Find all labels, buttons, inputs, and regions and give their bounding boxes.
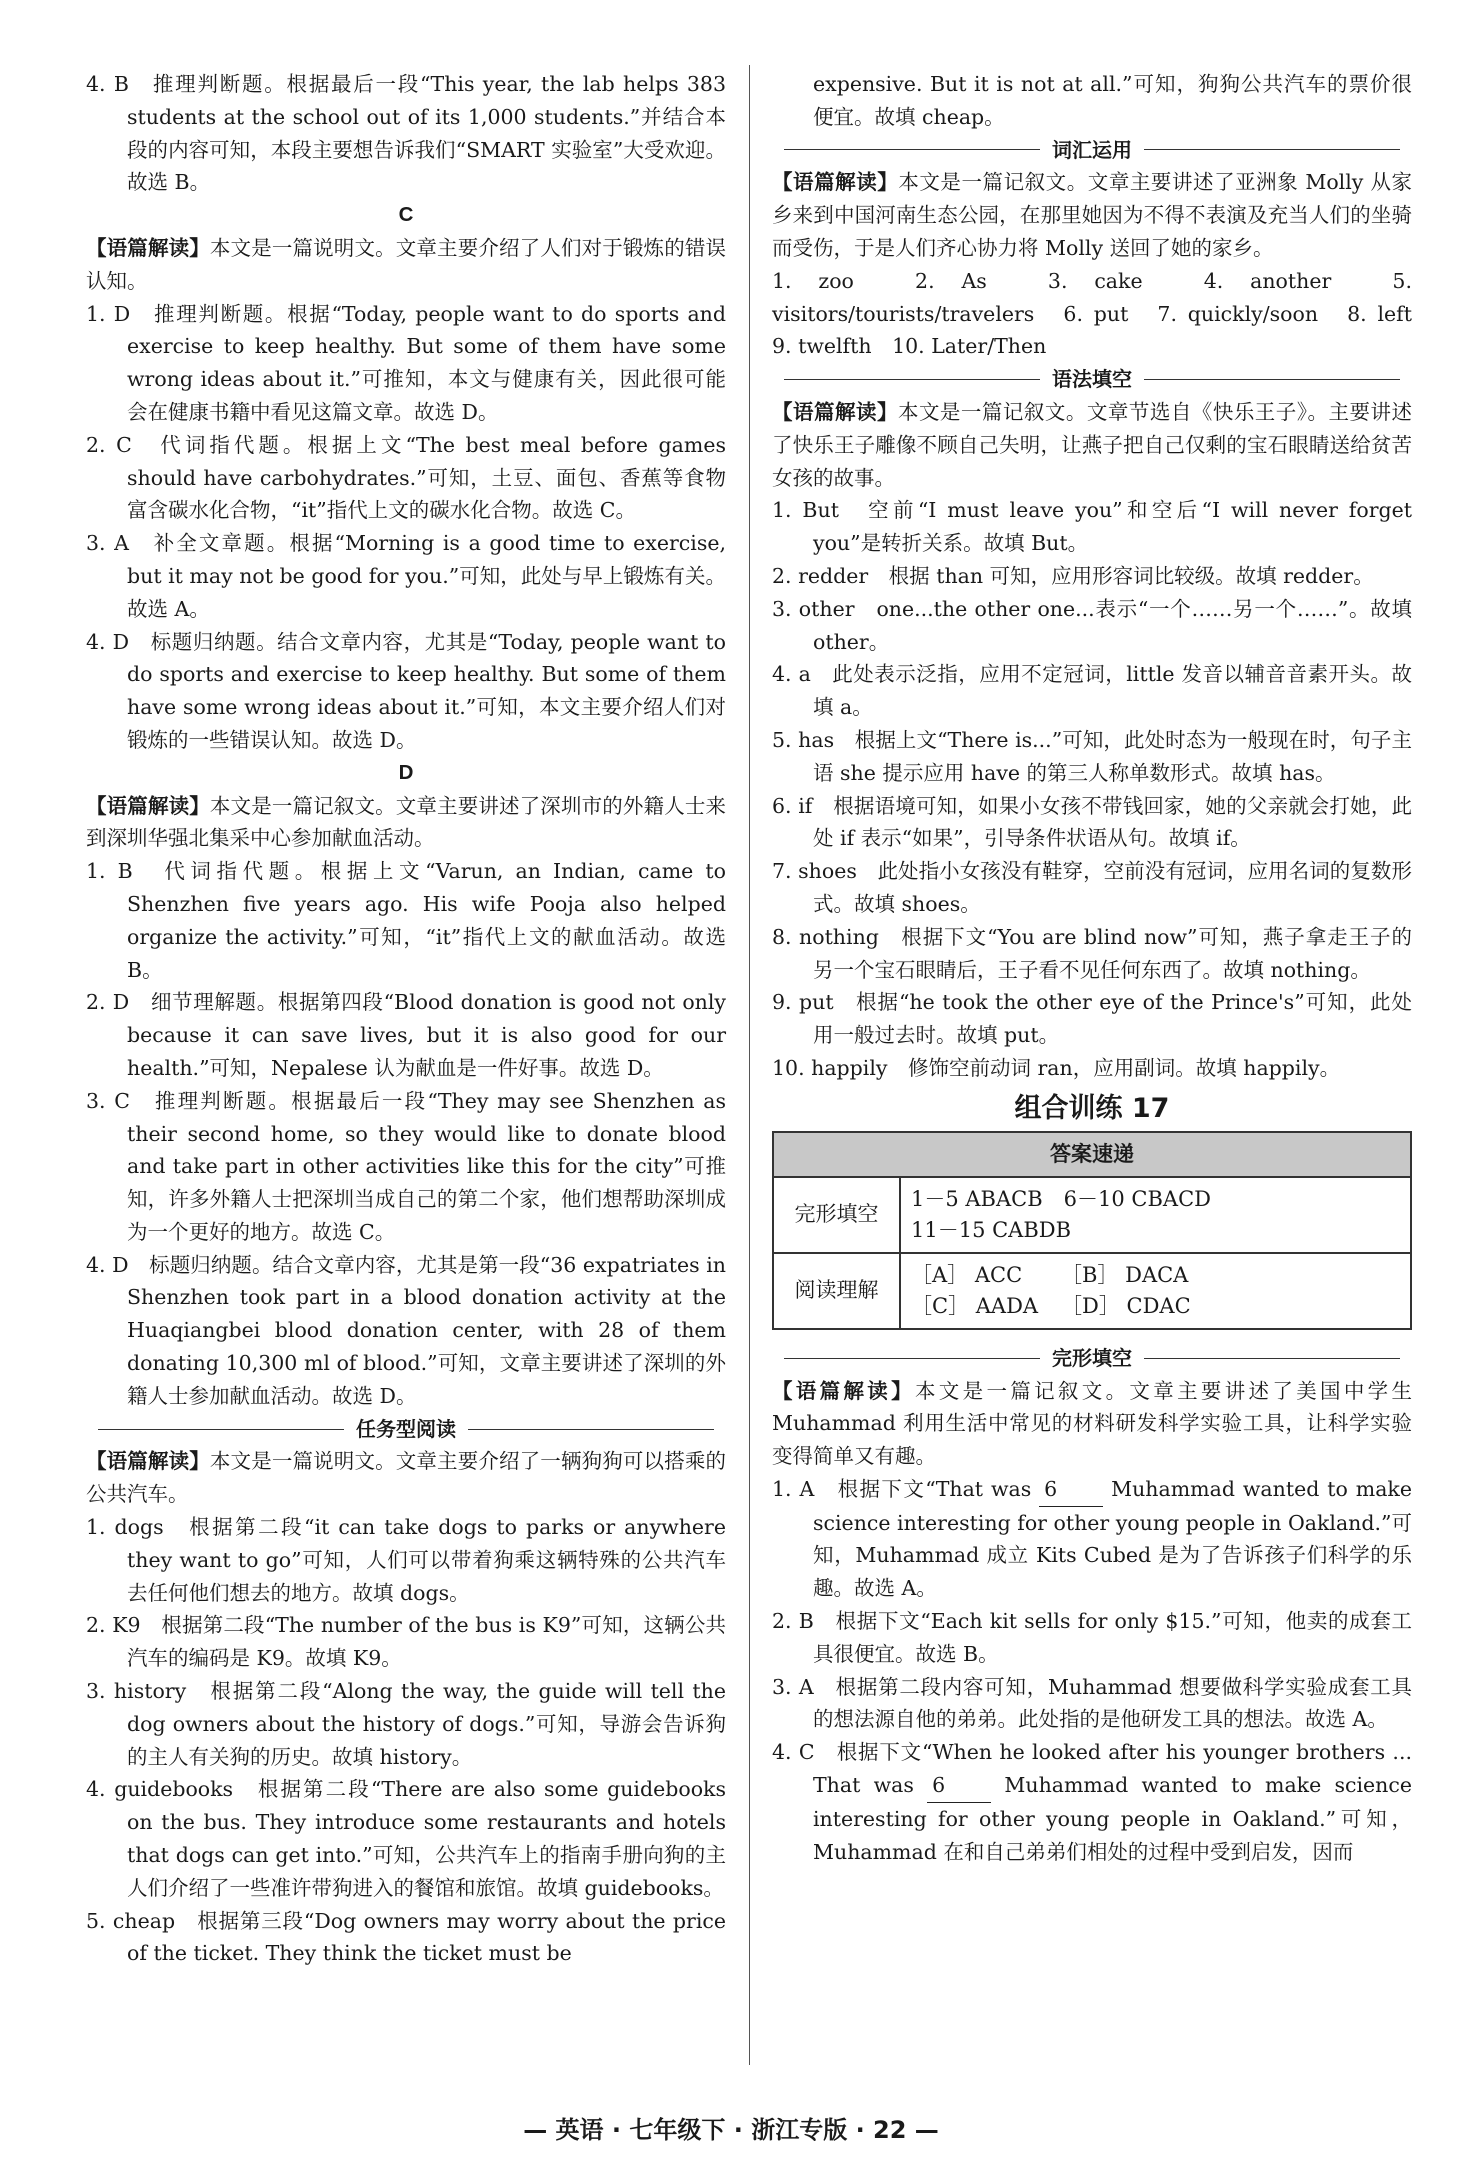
answer-item: 7. shoes 此处指小女孩没有鞋穿，空前没有冠词，应用名词的复数形式。故填 shoes。 (772, 859, 1412, 916)
vocab-answers: 1. zoo 2. As 3. cake 4. another 5. visitors/tourists/travelers 6. put 7. quickly/soon 8. left 9. twelfth 10. Later/Then (772, 268, 1433, 359)
answer-item: 2. D 细节理解题。根据第四段“Blood donation is good not only because it can save lives, but it is also good for our health.”可知，Nepalese 认为献血是一件好事。故选 D。 (86, 990, 726, 1080)
answer-item: 1. B 代词指代题。根据上文“Varun, an Indian, came to Shenzhen five years ago. His wife Pooja also helped organize the activity.”可知，“it”指代上文的献血活动。故选 B。 (86, 859, 726, 982)
page-footer: — 英语 · 七年级下 · 浙江专版 · 22 — (523, 2116, 939, 2144)
answer-item: 10. happily 修饰空前动词 ran，应用副词。故填 happily。 (772, 1055, 1341, 1080)
table-cell-reading (900, 1253, 1411, 1329)
answer-table-header: 答案速递 (773, 1132, 1411, 1177)
reading-answer: ［C］ AADA (911, 1293, 1039, 1318)
answer-item: 3. A 根据第二段内容可知，Muhammad 想要做科学实验成套工具的想法源自他的弟弟。此处指的是他研发工具的想法。故选 A。 (772, 1674, 1412, 1732)
intro-text: 本文是一篇记叙文。文章主要讲述了美国中学生 Muhammad 利用生活中常见的材料研发科学实验工具，让科学实验变得简单又有趣。 (772, 1378, 1413, 1469)
answer-item: 2. C 代词指代题。根据上文“The best meal before games should have carbohydrates.”可知，土豆、面包、香蕉等食物富含碳水化合物，“it”指代上文的碳水化合物。故选 C。 (86, 432, 726, 523)
passage-intro (772, 396, 1412, 494)
answer-item: 8. nothing 根据下文“You are blind now”可知，燕子拿走王子的另一个宝石眼睛后，王子看不见任何东西了。故填 nothing。 (772, 924, 1412, 982)
section-heading-task-reading: 任务型阅读 (86, 1413, 726, 1446)
answer-item: 6. if 根据语境可知，如果小女孩不带钱回家，她的父亲就会打她，此处 if 表示“如果”，引导条件状语从句。故填 if。 (772, 793, 1412, 851)
table-row-label: 完形填空 (773, 1177, 900, 1253)
passage-letter-d: D (398, 760, 414, 784)
answer-table (772, 1131, 1412, 1330)
intro-label: 【语篇解读】 (772, 399, 898, 424)
intro-label: 【语篇解读】 (86, 793, 210, 818)
answer-item: 4. C 根据下文“When he looked after his younger brothers ... That was 6 Muhammad wanted to make science interesting for other young people in Oakland.”可知，Muhammad 在和自己弟弟们相处的过程中受到启发，因而 (772, 1740, 1412, 1864)
answer-item: 9. put 根据“he took the other eye of the Prince's”可知，此处用一般过去时。故填 put。 (772, 990, 1412, 1048)
intro-text: 本文是一篇记叙文。文章主要讲述了亚洲象 Molly 从家乡来到中国河南生态公园，在那里她因为不得不表演及充当人们的坐骑而受伤，于是人们齐心协力将 Molly 送回了她的家乡。 (772, 170, 1413, 260)
reading-answer: ［B］ DACA (1061, 1262, 1189, 1287)
intro-text: 本文是一篇记叙文。文章节选自《快乐王子》。主要讲述了快乐王子雕像不顾自己失明，让燕子把自己仅剩的宝石眼睛送给贫苦女孩的故事。 (772, 399, 1413, 490)
cloze-answers-line: 1－5 ABACB 6－10 CBACD (911, 1186, 1211, 1211)
answer-item: 3. A 补全文章题。根据“Morning is a good time to exercise, but it may not be good for you.”可知，此处与早上锻炼有关。故选 A。 (86, 531, 726, 621)
answer-item-continued: expensive. But it is not at all.”可知，狗狗公共汽车的票价很便宜。故填 cheap。 (813, 72, 1412, 129)
answer-item: 2. K9 根据第二段“The number of the bus is K9”可知，这辆公共汽车的编码是 K9。故填 K9。 (86, 1613, 726, 1671)
intro-label: 【语篇解读】 (772, 170, 899, 195)
training-title: 组合训练 17 (1014, 1092, 1170, 1124)
reading-answers-grid (911, 1260, 1400, 1322)
intro-text: 本文是一篇说明文。文章主要介绍了人们对于锻炼的错误认知。 (86, 235, 727, 293)
passage-intro (772, 1375, 1412, 1473)
section-heading-vocabulary: 词汇运用 (772, 134, 1412, 167)
table-row-label: 阅读理解 (773, 1253, 900, 1329)
reading-answer: ［D］ CDAC (1061, 1293, 1191, 1318)
column-divider (749, 65, 750, 2065)
answer-item: 4. guidebooks 根据第二段“There are also some guidebooks on the bus. They introduce some restaurants and hotels that dogs can get into.”可知，公共汽车上的指南手册向狗的主人们介绍了一些准许带狗进入的餐馆和旅馆。故填 guidebooks。 (86, 1777, 726, 1900)
answer-item: 3. history 根据第二段“Along the way, the guide will tell the dog owners about the history of dogs.”可知，导游会告诉狗的主人有关狗的历史。故填 history。 (86, 1679, 726, 1769)
section-heading-grammar: 语法填空 (772, 363, 1412, 396)
answer-item: 3. other one...the other one...表示“一个……另一个……”。故填 other。 (772, 596, 1412, 654)
answer-item: 3. C 推理判断题。根据最后一段“They may see Shenzhen as their second home, so they would like to donate blood and take part in other activities like this for the city”可推知，许多外籍人士把深圳当成自己的第二个家，他们想帮助深圳成为一个更好的地方。故选 C。 (86, 1088, 726, 1244)
answer-item: 4. D 标题归纳题。结合文章内容，尤其是第一段“36 expatriates in Shenzhen took part in a blood donation activity at the Huaqiangbei blood donation center, with 28 of them donating 10,300 ml of blood.”可知，文章主要讲述了深圳的外籍人士参加献血活动。故选 D。 (86, 1252, 726, 1408)
passage-intro (86, 790, 726, 856)
reading-answer: ［A］ ACC (911, 1262, 1023, 1287)
passage-letter-c: C (398, 203, 414, 227)
answer-item: 1. A 根据下文“That was 6 Muhammad wanted to make science interesting for other young people in Oakland.”可知，Muhammad 成立 Kits Cubed 是为了告诉孩子们科学的乐趣。故选 A。 (772, 1473, 1412, 1605)
table-cell-cloze (900, 1177, 1411, 1253)
answer-item: 5. cheap 根据第三段“Dog owners may worry about the price of the ticket. They think the ticket must be (86, 1908, 726, 1966)
intro-label: 【语篇解读】 (772, 1378, 915, 1403)
answer-item: 4. a 此处表示泛指，应用不定冠词，little 发音以辅音音素开头。故填 a。 (772, 662, 1412, 720)
left-column (86, 68, 726, 1970)
intro-text: 本文是一篇记叙文。文章主要讲述了深圳市的外籍人士来到深圳华强北集采中心参加献血活动。 (86, 793, 727, 851)
answer-item: 1. D 推理判断题。根据“Today, people want to do sports and exercise to keep healthy. But some of them have some wrong ideas about it.”可推知，本文与健康有关，因此很可能会在健康书籍中看见这篇文章。故选 D。 (86, 301, 726, 424)
answer-item: 2. B 根据下文“Each kit sells for only $15.”可知，他卖的成套工具很便宜。故选 B。 (772, 1609, 1412, 1666)
passage-intro (772, 166, 1412, 264)
intro-text: 本文是一篇说明文。文章主要介绍了一辆狗狗可以搭乘的公共汽车。 (86, 1449, 727, 1507)
answer-item: 1. But 空前“I must leave you”和空后“I will never forget you”是转折关系。故填 But。 (772, 498, 1412, 556)
intro-label: 【语篇解读】 (86, 235, 210, 260)
answer-item: 1. dogs 根据第二段“it can take dogs to parks or anywhere they want to go”可知，人们可以带着狗乘这辆特殊的公共汽车去任何他们想去的地方。故填 dogs。 (86, 1515, 726, 1605)
answer-item: 2. redder 根据 than 可知，应用形容词比较级。故填 redder。 (772, 563, 1374, 588)
cloze-answers-line: 11－15 CABDB (911, 1217, 1072, 1242)
answer-item: 5. has 根据上文“There is...”可知，此处时态为一般现在时，句子主语 she 提示应用 have 的第三人称单数形式。故填 has。 (772, 727, 1412, 785)
intro-label: 【语篇解读】 (86, 1449, 210, 1474)
blank-number: 6 (927, 1769, 991, 1803)
section-heading-cloze: 完形填空 (772, 1342, 1412, 1375)
answer-item: 4. D 标题归纳题。结合文章内容，尤其是“Today, people want to do sports and exercise to keep healthy. But some of them have some wrong ideas about it.”可知，本文主要介绍人们对锻炼的一些错误认知。故选 D。 (86, 629, 726, 752)
passage-intro (86, 232, 726, 298)
answer-item: 4. B 推理判断题。根据最后一段“This year, the lab helps 383 students at the school out of its 1,000 students.”并结合本段的内容可知，本段主要想告诉我们“SMART 实验室”大受欢迎。故选 B。 (86, 72, 726, 195)
blank-number: 6 (1039, 1473, 1103, 1507)
right-column (772, 68, 1433, 1868)
passage-intro (86, 1445, 726, 1511)
